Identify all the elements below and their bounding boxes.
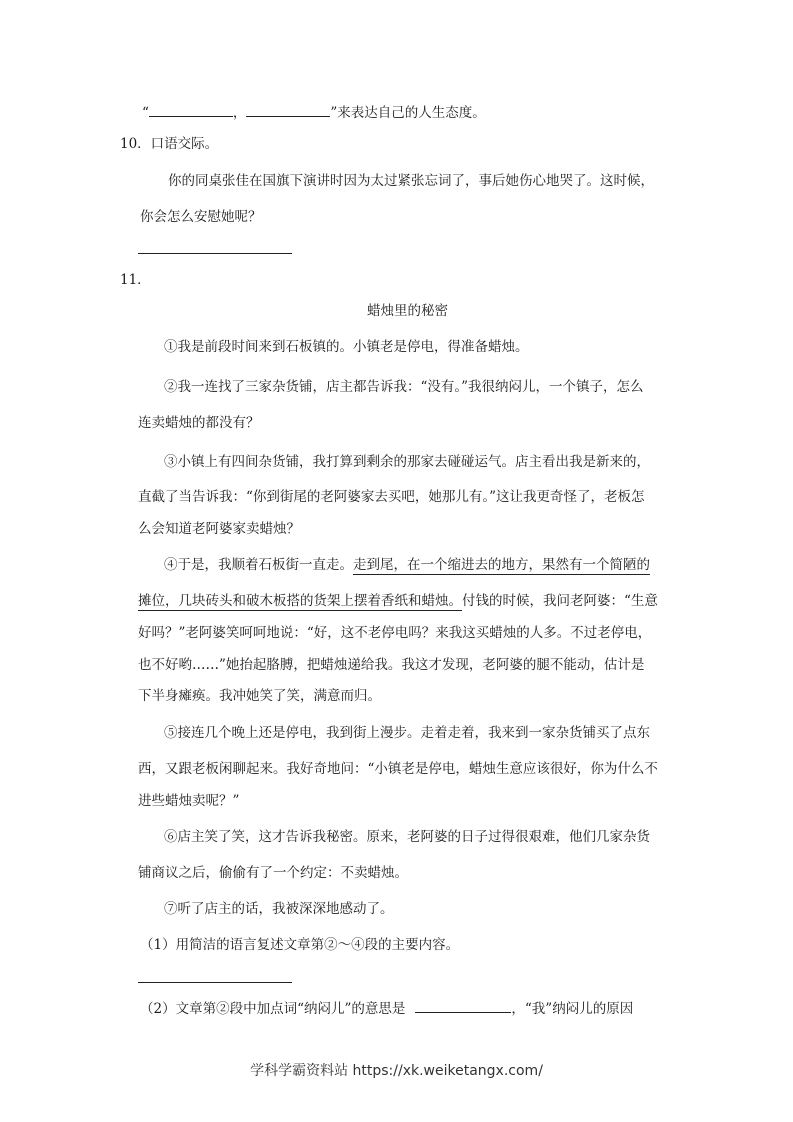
footer-watermark: 学科学霸资料站 https://xk.weiketangx.com/ [250, 1063, 543, 1079]
sub-question-2-blank[interactable] [415, 998, 511, 1013]
paragraph-5-line-1: ⑤接连几个晚上还是停电，我到街上漫步。走着走着，我来到一家杂货铺买了点东 [164, 725, 650, 741]
paragraph-2-line-1: ②我一连找了三家杂货铺，店主都告诉我：“没有。”我很纳闷儿，一个镇子，怎么 [164, 379, 644, 395]
paragraph-4-line-4: 也不好哟……”她抬起胳膊，把蜡烛递给我。我这才发现，老阿婆的腿不能动，估计是 [138, 657, 645, 673]
paragraph-4-text: ④于是，我顺着石板街一直走。 [164, 557, 353, 573]
paragraph-6-line-2: 铺商议之后，偷偷有了一个约定：不卖蜡烛。 [138, 865, 408, 881]
paragraph-7: ⑦听了店主的话，我被深深地感动了。 [164, 901, 394, 917]
sub-question-2 [140, 998, 633, 1019]
paragraph-4-line-5: 下半身瘫痪。我冲她笑了笑，满意而归。 [138, 688, 381, 704]
sub-question-1-answer-line[interactable] [138, 982, 292, 983]
paragraph-4-line-2 [138, 591, 658, 611]
sub-question-2-text-tail: ，“我”纳闷儿的原因 [511, 1001, 634, 1017]
q11-number: 11． [120, 272, 151, 288]
q9-blank-1[interactable] [149, 102, 233, 117]
paragraph-1: ①我是前段时间来到石板镇的。小镇老是停电，得准备蜡烛。 [164, 339, 529, 355]
underlined-sentence-part-2: 摊位，几块砖头和破木板搭的货架上摆着香纸和蜡烛。 [138, 593, 462, 609]
paragraph-4-text: 付钱的时候，我问老阿婆：“生意 [462, 593, 658, 609]
sub-question-2-text: （2）文章第②段中加点词“纳闷儿”的意思是 [140, 1001, 406, 1017]
paragraph-3-line-1: ③小镇上有四间杂货铺，我打算到剩余的那家去碰碰运气。店主看出我是新来的， [164, 454, 650, 470]
q10-paragraph-line-1: 你的同桌张佳在国旗下演讲时因为太过紧张忘词了，事后她伤心地哭了。这时候， [168, 173, 654, 189]
paragraph-6-line-1: ⑥店主笑了笑，这才告诉我秘密。原来，老阿婆的日子过得很艰难，他们几家杂货 [164, 829, 650, 845]
underlined-sentence-part-1: 走到尾，在一个缩进去的地方，果然有一个简陋的 [353, 557, 650, 573]
paragraph-3-line-3: 么会知道老阿婆家卖蜡烛？ [138, 521, 300, 537]
paragraph-3-line-2: 直截了当告诉我：“你到街尾的老阿婆家去买吧，她那儿有。”这让我更奇怪了，老板怎 [138, 489, 645, 505]
paragraph-5-line-3: 进些蜡烛卖呢？” [138, 793, 240, 809]
paragraph-5-line-2: 西，又跟老板闲聊起来。我好奇地问：“小镇老是停电，蜡烛生意应该很好，你为什么不 [138, 761, 658, 777]
q10-paragraph-line-2: 你会怎么安慰她呢？ [140, 209, 262, 225]
article-title: 蜡烛里的秘密 [367, 303, 448, 319]
paragraph-4-line-1 [164, 555, 650, 575]
q10-title: 10．口语交际。 [120, 136, 219, 152]
sub-question-1: （1）用简洁的语言复述文章第②～④段的主要内容。 [140, 937, 460, 953]
q9-comma: ， [232, 105, 247, 121]
q9-tail-text: ”来表达自己的人生态度。 [330, 105, 486, 121]
q9-open-quote: “ [142, 105, 149, 121]
q10-answer-line[interactable] [138, 253, 292, 254]
paragraph-4-line-3: 好吗？”老阿婆笑呵呵地说：“好，这不老停电吗？来我这买蜡烛的人多。不过老停电， [138, 625, 652, 641]
q9-blank-2[interactable] [246, 102, 330, 117]
paragraph-2-line-2: 连卖蜡烛的都没有？ [138, 415, 260, 431]
q9-answer-line [142, 102, 486, 123]
